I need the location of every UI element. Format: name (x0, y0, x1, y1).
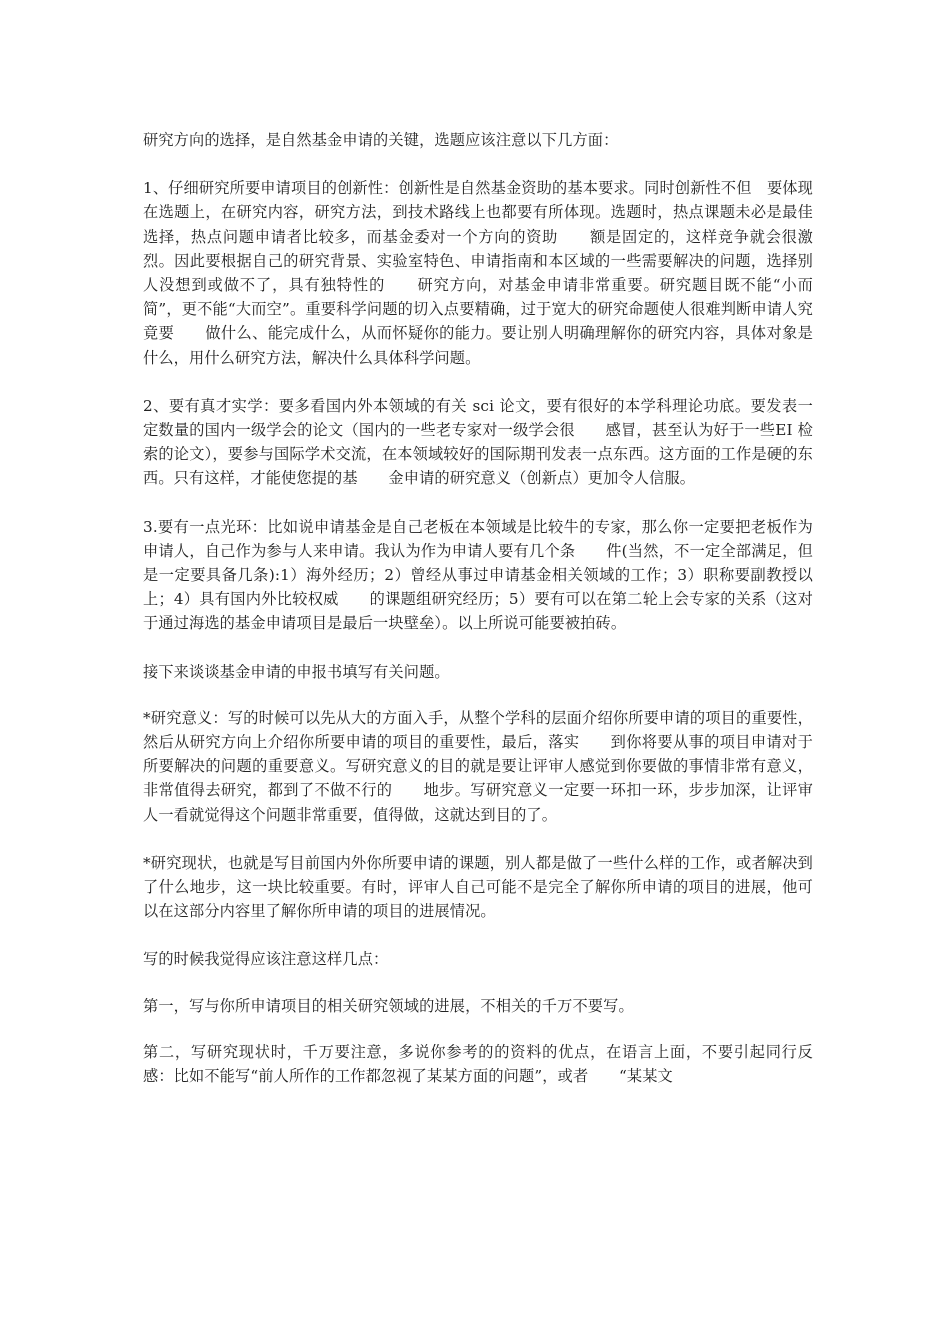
paragraph-research-significance: *研究意义：写的时候可以先从大的方面入手，从整个学科的层面介绍你所要申请的项目的重要性，然后从研究方向上介绍你所要申请的项目的重要性，最后，落实 到你将要从事的项目申请对于所要解决的问题的重要意义。写研究意义的目的就是要让评审人感觉到你要做的事情非常有意义，非常值得去研究，都到了不做不行的 地步。写研究意义一定要一环扣一环，步步加深，让评审人一看就觉得这个问题非常重要，值得做，这就达到目的了。 (143, 708, 813, 824)
paragraph-point-2-expertise: 2、要有真才实学：要多看国内外本领域的有关 sci 论文，要有很好的本学科理论功底。要发表一定数量的国内一级学会的论文（国内的一些老专家对一级学会很 感冒，甚至认为好于一些EI 检索的论文），要参与国际学术交流，在本领域较好的国际期刊发表一点东西。这方面的工作是硬的东西。只有这样，才能使您提的基 金申请的研究意义（创新点）更加令人信服。 (143, 396, 813, 488)
document-body (143, 128, 813, 1112)
paragraph-intro: 研究方向的选择，是自然基金申请的关键，选题应该注意以下几方面： (143, 131, 619, 149)
paragraph-note-first: 第一，写与你所申请项目的相关研究领域的进展，不相关的千万不要写。 (143, 996, 634, 1015)
paragraph-point-3-reputation: 3.要有一点光环：比如说申请基金是自己老板在本领域是比较牛的专家，那么你一定要把老板作为申请人，自己作为参与人来申请。我认为作为申请人要有几个条 件(当然，不一定全部满足，但是一定要具备几条):1）海外经历；2）曾经从事过申请基金相关领域的工作；3）职称要副教授以上；4）具有国内外比较权威 的课题组研究经历；5）要有可以在第二轮上会专家的关系（这对于通过海选的基金申请项目是最后一块壁垒）。以上所说可能要被拍砖。 (143, 517, 813, 633)
paragraph-application-form-intro: 接下来谈谈基金申请的申报书填写有关问题。 (143, 662, 450, 681)
paragraph-research-status: *研究现状，也就是写目前国内外你所要申请的课题，别人都是做了一些什么样的工作，或者解决到了什么地步，这一块比较重要。有时，评审人自己可能不是完全了解你所申请的项目的进展，他可以在这部分内容里了解你所申请的项目的进展情况。 (143, 853, 813, 921)
paragraph-writing-notes-intro: 写的时候我觉得应该注意这样几点： (143, 950, 389, 969)
paragraph-point-1-innovation: 1、仔细研究所要申请项目的创新性：创新性是自然基金资助的基本要求。同时创新性不但 要体现在选题上，在研究内容，研究方法，到技术路线上也都要有所体现。选题时，热点课题未必是最佳选择，热点问题申请者比较多，而基金委对一个方向的资助 额是固定的，这样竞争就会很激烈。因此要根据自己的研究背景、实验室特色、申请指南和本区域的一些需要解决的问题，选择别人没想到或做不了，具有独特性的 研究方向，对基金申请非常重要。研究题目既不能“小而简”，更不能“大而空”。重要科学问题的切入点要精确，过于宽大的研究命题使人很难判断申请人究竟要 做什么、能完成什么，从而怀疑你的能力。要让别人明确理解你的研究内容，具体对象是什么，用什么研究方法，解决什么具体科学问题。 (143, 179, 813, 367)
paragraph-note-second: 第二，写研究现状时，千万要注意，多说你参考的的资料的优点，在语言上面，不要引起同行反感：比如不能写“前人所作的工作都忽视了某某方面的问题”，或者 “某某文 (143, 1042, 813, 1086)
